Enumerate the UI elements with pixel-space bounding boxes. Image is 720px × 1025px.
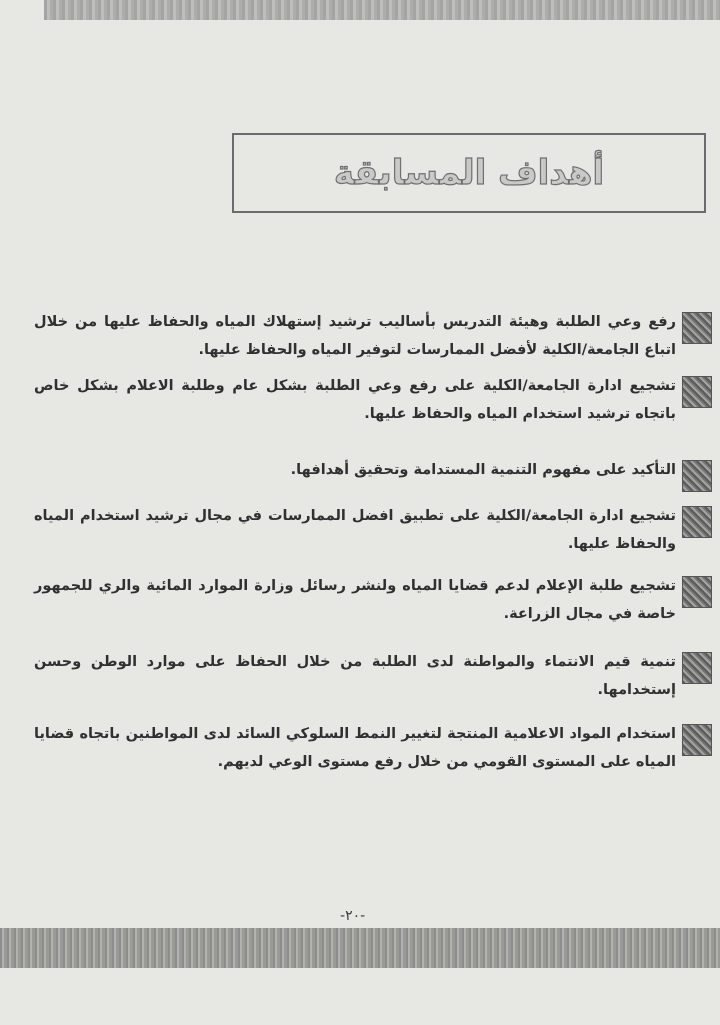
goal-text: تشجيع ادارة الجامعة/الكلية على رفع وعي الطلبة بشكل عام وطلبة الاعلام بشكل خاص باتجاه ترشيد استخدام المياه والحفاظ عليها. [34, 378, 676, 422]
page-title: أهداف المسابقة [333, 153, 605, 193]
goal-text: التأكيد على مفهوم التنمية المستدامة وتحقيق أهدافها. [290, 462, 676, 478]
bullet-icon [682, 460, 712, 492]
bullet-icon [682, 724, 712, 756]
title-box [232, 133, 706, 213]
page-number: -٢٠- [340, 908, 366, 924]
goal-item [34, 456, 712, 492]
bottom-scan-band [0, 928, 720, 968]
bullet-icon [682, 376, 712, 408]
goal-text: رفع وعي الطلبة وهيئة التدريس بأساليب ترشيد إستهلاك المياه والحفاظ عليها من خلال اتباع الجامعة/الكلية لأفضل الممارسات لتوفير المياه والحفاظ عليها. [34, 314, 676, 358]
goal-item [34, 372, 712, 428]
top-scan-band [44, 0, 720, 20]
bullet-icon [682, 506, 712, 538]
bullet-icon [682, 652, 712, 684]
goal-text: استخدام المواد الاعلامية المنتجة لتغيير النمط السلوكي السائد لدى المواطنين باتجاه قضايا المياه على المستوى القومي من خلال رفع مستوى الوعي لديهم. [34, 726, 676, 770]
goal-text: تشجيع ادارة الجامعة/الكلية على تطبيق افضل الممارسات في مجال ترشيد استخدام المياه والحفاظ عليها. [34, 508, 676, 552]
goal-item [34, 648, 712, 704]
goal-item [34, 572, 712, 628]
bullet-icon [682, 312, 712, 344]
goal-item [34, 308, 712, 364]
goal-item [34, 720, 712, 776]
goal-item [34, 502, 712, 558]
bullet-icon [682, 576, 712, 608]
goal-text: تنمية قيم الانتماء والمواطنة لدى الطلبة من خلال الحفاظ على موارد الوطن وحسن إستخدامها. [34, 654, 676, 698]
goal-text: تشجيع طلبة الإعلام لدعم قضايا المياه ولنشر رسائل وزارة الموارد المائية والري للجمهور خاصة في مجال الزراعة. [34, 578, 676, 622]
